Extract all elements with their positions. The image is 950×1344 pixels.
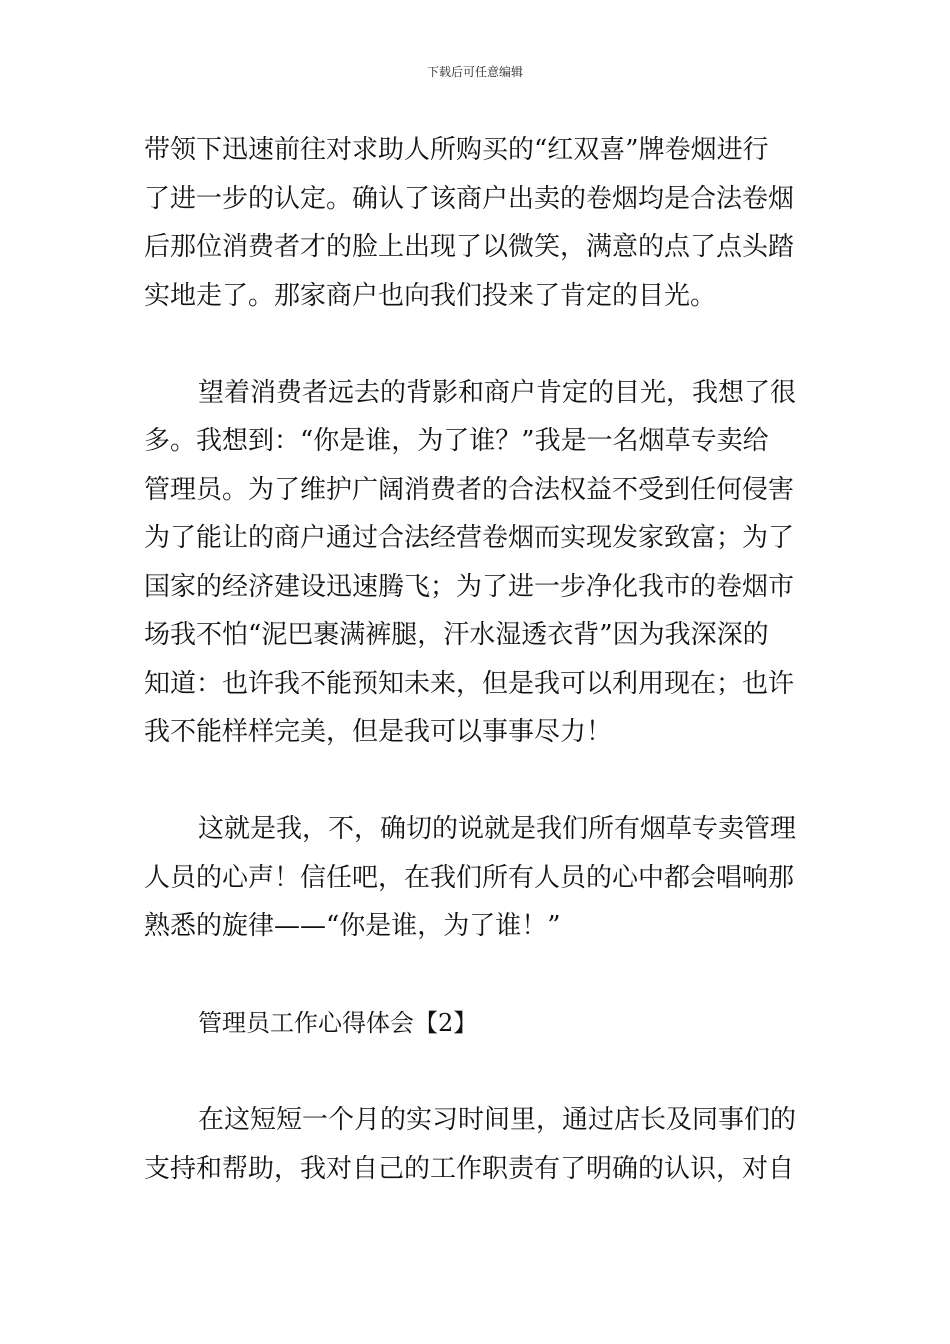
- paragraph-gap: [144, 951, 810, 1000]
- paragraph-4: [144, 1096, 810, 1193]
- paragraph-2: [144, 369, 810, 757]
- document-body: [144, 126, 810, 1193]
- text-line: 多。我想到：“你是谁，为了谁？”我是一名烟草专卖给: [144, 426, 769, 456]
- paragraph-gap: [144, 1048, 810, 1097]
- text-line: 知道：也许我不能预知未来，但是我可以利用现在；也许: [144, 668, 795, 699]
- text-line: 国家的经济建设迅速腾飞；为了进一步净化我市的卷烟市: [144, 571, 795, 602]
- text-line: 我不能样样完美，但是我可以事事尽力！: [144, 717, 613, 747]
- paragraph-1: [144, 126, 810, 320]
- page-header: 下载后可任意编辑: [426, 65, 523, 79]
- text-line: 实地走了。那家商户也向我们投来了肯定的目光。: [144, 280, 717, 311]
- text-line: 带领下迅速前往对求助人所购买的“红双喜”牌卷烟进行: [144, 135, 769, 165]
- text-line: 在这短短一个月的实习时间里，通过店长及同事们的: [198, 1105, 797, 1135]
- paragraph-gap: [144, 320, 810, 369]
- text-line: 支持和帮助，我对自己的工作职责有了明确的认识，对自: [144, 1153, 795, 1184]
- text-line: 了进一步的认定。确认了该商户出卖的卷烟均是合法卷烟: [144, 183, 795, 214]
- text-line: 这就是我，不，确切的说就是我们所有烟草专卖管理: [198, 814, 797, 844]
- text-line: 熟悉的旋律——“你是谁，为了谁！”: [144, 911, 561, 941]
- text-line: 后那位消费者才的脸上出现了以微笑，满意的点了点头踏: [144, 232, 795, 262]
- text-line: 管理员。为了维护广阔消费者的合法权益不受到任何侵害: [144, 474, 795, 505]
- text-line: 人员的心声！信任吧，在我们所有人员的心中都会唱响那: [144, 862, 795, 893]
- paragraph-gap: [144, 757, 810, 806]
- paragraph-3: [144, 805, 810, 951]
- section-title: 管理员工作心得体会【2】: [198, 1009, 478, 1037]
- text-line: 为了能让的商户通过合法经营卷烟而实现发家致富；为了: [144, 523, 795, 553]
- text-line: 望着消费者远去的背影和商户肯定的目光，我想了很: [198, 377, 797, 408]
- text-line: 场我不怕“泥巴裹满裤腿，汗水湿透衣背”因为我深深的: [144, 620, 769, 650]
